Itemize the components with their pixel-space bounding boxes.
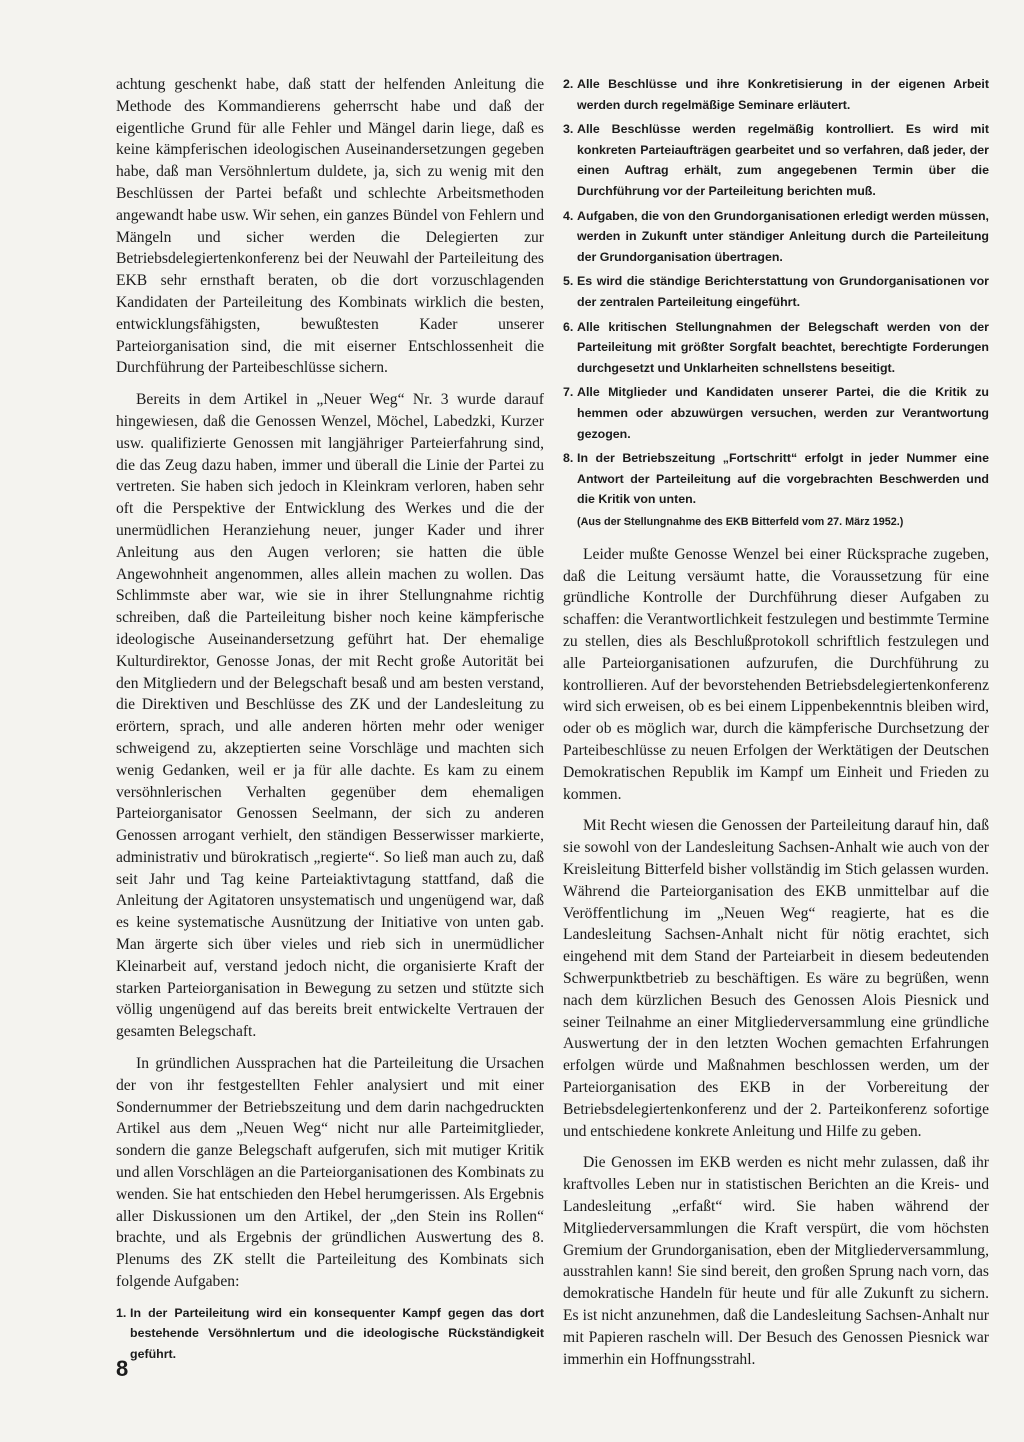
list-number: 2. — [563, 77, 574, 91]
task-list-item — [563, 448, 989, 510]
task-list-item — [116, 1303, 544, 1365]
right-column — [563, 74, 989, 1380]
list-number: 3. — [563, 122, 574, 137]
list-text: Alle Mitglieder und Kandidaten unserer Partei, die die Kritik zu hemmen oder abzuwürgen versuchen, werden zur Verantwortung gezogen. — [577, 385, 989, 441]
list-number: 4. — [563, 208, 574, 223]
list-number: 6. — [563, 319, 574, 334]
list-number: 5. — [563, 274, 574, 289]
list-text: Alle kritischen Stellungnahmen der Belegschaft werden von der Parteileitung mit größter Sorgfalt beachtet, berechtigte Forderungen durchgesetzt und Unklarheiten schnellstens beseitigt. — [577, 319, 989, 375]
task-list-item — [563, 119, 989, 201]
source-note: (Aus der Stellungnahme des EKB Bitterfeld vom 27. März 1952.) — [577, 515, 904, 528]
paragraph: achtung geschenkt habe, daß statt der helfenden Anleitung die Methode des Kommandierens geherrscht habe und daß der eigentliche Grund für alle Fehler und Mängel darin liege, daß es keine kämpferischen ideologischen Auseinandersetzungen gegeben habe, daß man Versöhnlertum duldete, ja, sich zu wenig mit den Beschlüssen der Partei befaßt und schlechte Arbeitsmethoden angewandt habe usw. Wir sehen, ein ganzes Bündel von Fehlern und Mängeln und sicher werden die Delegierten zur Betriebsdelegiertenkonferenz bei der Neuwahl der Parteileitung des EKB sehr ernsthaft beraten, ob die dort vorzuschlagenden Kandidaten der Parteileitung des Kombinats wirklich die besten, entwicklungsfähigsten, bewußtesten Kader unserer Parteiorganisation sind, die mit eiserner Entschlossenheit die Durchführung der Parteibeschlüsse sichern. — [116, 76, 544, 377]
task-list-item — [563, 317, 989, 379]
paragraph: Bereits in dem Artikel in „Neuer Weg“ Nr. 3 wurde darauf hingewiesen, daß die Genossen Wenzel, Möchel, Labedzki, Kurzer usw. qualifizierte Genossen mit langjähriger Parteierfahrung sind, die das Zeug dazu haben, immer und überall die Linie der Partei zu vertreten. Sie haben sich jedoch in Kleinkram verloren, haben sehr oft die Perspektive der Entwicklung des Werkes und die der unermüdlichen Heranziehung neuer, junger Kader und ihrer Anleitung aus den Augen verloren; sie hatten die üble Angewohnheit angenommen, alles allein machen zu wollen. Das Schlimmste aber war, wie sie in ihrer Stellungnahme richtig schreiben, daß die Parteileitung bisher noch keine kämpferische ideologische Auseinandersetzung geführt hat. Der ehemalige Kulturdirektor, Genosse Jonas, der mit Recht große Autorität bei den Mitgliedern und der Belegschaft besaß und am besten verstand, die Direktiven und Beschlüsse des ZK und der Landesleitung zu erörtern, sprach, und alle anderen hörten mehr oder weniger schweigend zu, akzeptierten seine Vorschläge und machten sich wenig Gedanken, weil er ja für alle dachte. Es kam zu einem versöhnlerischen Verhalten gegenüber dem ehemaligen Parteiorganisator Genossen Seelmann, der sich zu anderen Genossen arrogant verhielt, den ständigen Besserwisser markierte, administrativ und bürokratisch „regierte“. So ließ man auch zu, daß seit Jahr und Tag keine Parteiaktivtagung stattfand, daß die Anleitung der Agitatoren unsystematisch und ungenügend war, daß es keine systematische Ausnützung der Initiative von unten gab. Man ärgerte sich über vieles und rieb sich in unermüdlicher Kleinarbeit auf, verstand jedoch nicht, die organisierte Kraft der starken Parteiorganisation in Bewegung zu setzen und stützte sich völlig ungenügend auf das bereits breit entwickelte Vertrauen der gesamten Belegschaft. — [116, 391, 544, 1041]
list-text: In der Parteileitung wird ein konsequenter Kampf gegen das dort bestehende Versöhnlertum und die ideologische Rückständigkeit geführt. — [130, 1305, 544, 1362]
paragraph: Leider mußte Genosse Wenzel bei einer Rücksprache zugeben, daß die Leitung versäumt hatte, die Voraussetzung für eine gründliche Kontrolle der Durchführung dieser Aufgaben zu schaffen: die Verantwortlichkeit festzulegen und bestimmte Termine zu stellen, dies als Beschlußprotokoll schriftlich festzulegen und alle Parteiorganisationen aufzurufen, die Durchführung zu kontrollieren. Auf der bevorstehenden Betriebsdelegiertenkonferenz wird sich erweisen, ob es bei einem Lippenbekenntnis bleiben wird, oder ob es möglich war, durch die kämpferische Durchsetzung der Parteibeschlüsse zu neuen Erfolgen der Werktätigen der Deutschen Demokratischen Republik im Kampf um Einheit und Frieden zu kommen. — [563, 545, 989, 803]
list-number: 8. — [563, 451, 574, 466]
page-number: 8 — [116, 1356, 129, 1381]
task-list-item — [563, 271, 989, 312]
list-text: Es wird die ständige Berichterstattung von Grundorganisationen vor der zentralen Parteileitung eingeführt. — [577, 274, 989, 309]
list-text: In der Betriebszeitung „Fortschritt“ erfolgt in jeder Nummer eine Antwort der Parteileitung auf die vorgebrachten Beschwerden und die Kritik von unten. — [577, 451, 989, 507]
list-number: 7. — [563, 385, 574, 400]
paragraph: Die Genossen im EKB werden es nicht mehr zulassen, daß ihr kraftvolles Leben nur in statistischen Berichten an die Kreis- und Landesleitung „erfaßt“ wird. Sie haben während der Mitgliederversammlungen die Kraft verspürt, die vom höchsten Gremium der Grundorganisation, eben der Mitgliederversammlung, ausstrahlen kann! Sie sind bereit, den großen Sprung nach vorn, das demokratische Handeln für heute und für alle Zukunft zu sichern. Es ist nicht anzunehmen, daß die Landesleitung Sachsen-Anhalt nur mit Papieren rascheln will. Der Besuch des Genossen Piesnick war immerhin ein Hoffnungsstrahl. — [563, 1154, 989, 1368]
task-list-item — [563, 74, 989, 115]
list-text: Alle Beschlüsse und ihre Konkretisierung in der eigenen Arbeit werden durch regelmäßige Seminare erläutert. — [577, 77, 989, 112]
list-text: Alle Beschlüsse werden regelmäßig kontrolliert. Es wird mit konkreten Parteiaufträgen gearbeitet und so verfahren, daß jeder, der einen Auftrag erhält, zum angegebenen Termin über die Durchführung vor der Parteileitung berichten muß. — [577, 122, 989, 198]
list-text: Aufgaben, die von den Grundorganisationen erledigt werden müssen, werden in Zukunft unter ständiger Anleitung durch die Parteileitung der Grundorganisation übertragen. — [577, 208, 989, 264]
left-column — [116, 74, 544, 1369]
task-list-item — [563, 382, 989, 444]
paragraph: In gründlichen Aussprachen hat die Parteileitung die Ursachen der von ihr festgestellten Fehler analysiert und mit einer Sondernummer der Betriebszeitung und dem darin nachgedruckten Artikel aus dem „Neuen Weg“ nicht nur alle Parteimitglieder, sondern die ganze Belegschaft aufgerufen, sich mit mutiger Kritik und allen Vorschlägen an die Parteiorganisationen des Kombinats zu wenden. Sie hat entschieden den Hebel herumgerissen. Als Ergebnis aller Diskussionen um den Artikel, der „den Stein ins Rollen“ brachte, und als Ergebnis der gründlichen Auswertung des 8. Plenums des ZK stellt die Parteileitung des Kombinats sich folgende Aufgaben: — [116, 1055, 544, 1291]
task-list-item — [563, 206, 989, 268]
list-number: 1. — [116, 1305, 127, 1320]
paragraph: Mit Recht wiesen die Genossen der Parteileitung darauf hin, daß sie sowohl von der Landesleitung Sachsen-Anhalt wie auch von der Kreisleitung Bitterfeld bisher vollständig im Stich gelassen wurden. Während die Parteiorganisation des EKB unmittelbar auf die Veröffentlichung im „Neuen Weg“ reagierte, hat es die Landesleitung Sachsen-Anhalt nicht für nötig erachtet, sich eingehend mit dem Stand der Parteiarbeit in diesem bedeutenden Schwerpunktbetrieb zu beschäftigen. Es wäre zu begrüßen, wenn nach dem kürzlichen Besuch des Genossen Alois Piesnick und seiner Teilnahme an einer Mitgliederversammlung eine gründliche Auswertung der in den letzten Wochen gemachten Erfahrungen erfolgen würde und Maßnahmen beschlossen werden, um der Parteiorganisation des EKB in der Vorbereitung der Betriebsdelegiertenkonferenz und der 2. Parteikonferenz sofortige und entschiedene konkrete Anleitung und Hilfe zu geben. — [563, 817, 989, 1140]
